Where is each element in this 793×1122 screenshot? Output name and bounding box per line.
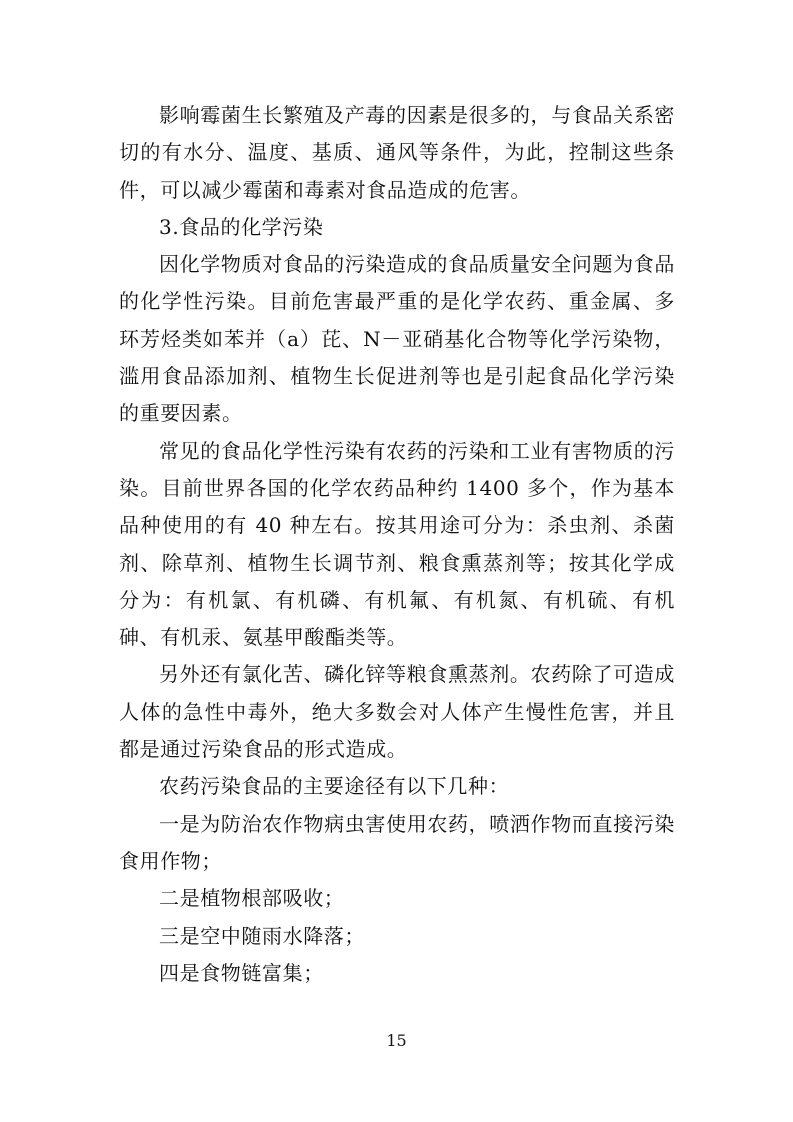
paragraph-pathways-intro: 农药污染食品的主要途径有以下几种： bbox=[159, 774, 510, 799]
body-text bbox=[119, 97, 675, 992]
list-item-pathway-4: 四是食物链富集； bbox=[159, 960, 324, 985]
list-item-pathway-1: 一是为防治农作物病虫害使用农药，喷洒作物而直接污染食用作物； bbox=[119, 811, 675, 873]
page-number: 15 bbox=[386, 1031, 407, 1050]
paragraph-common-pesticides: 常见的食品化学性污染有农药的污染和工业有害物质的污染。目前世界各国的化学农药品种约 1400 多个，作为基本品种使用的有 40 种左右。按其用途可分为：杀虫剂、杀菌剂、除草剂、植物生长调节剂、粮食熏蒸剂等；按其化学成分为：有机氯、有机磷、有机氟、有机氮、有机硫、有机砷、有机汞、氨基甲酸酯类等。 bbox=[119, 438, 675, 650]
paragraph-mold-factors: 影响霉菌生长繁殖及产毒的因素是很多的，与食品关系密切的有水分、温度、基质、通风等条件，为此，控制这些条件，可以减少霉菌和毒素对食品造成的危害。 bbox=[119, 103, 675, 202]
paragraph-fumigants: 另外还有氯化苦、磷化锌等粮食熏蒸剂。农药除了可造成人体的急性中毒外，绝大多数会对人体产生慢性危害，并且都是通过污染食品的形式造成。 bbox=[119, 662, 675, 762]
paragraph-chemical-definition: 因化学物质对食品的污染造成的食品质量安全问题为食品的化学性污染。目前危害最严重的是化学农药、重金属、多环芳烃类如苯并（a）芘、N－亚硝基化合物等化学污染物，滥用食品添加剂、植物生长促进剂等也是引起食品化学污染的重要因素。 bbox=[119, 252, 675, 426]
list-item-pathway-2: 二是植物根部吸收； bbox=[159, 886, 345, 911]
section-heading-chemical-contamination: 3.食品的化学污染 bbox=[159, 214, 324, 239]
list-item-pathway-3: 三是空中随雨水降落； bbox=[159, 923, 365, 948]
